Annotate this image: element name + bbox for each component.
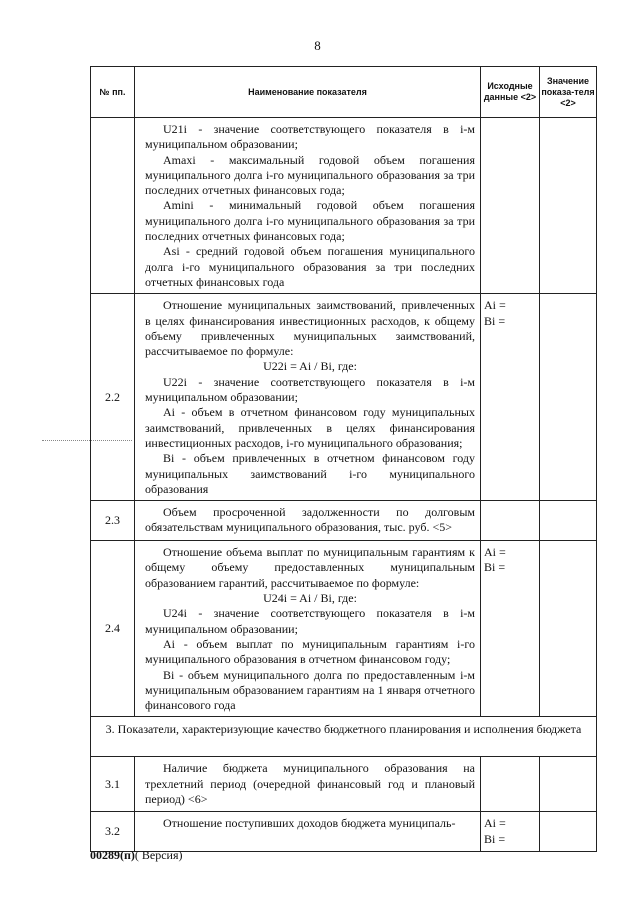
definition-line: Bi - объем привлеченных в отчетном финансовом году муниципальных заимствований i-го муниципального образования bbox=[145, 451, 475, 496]
table-row-2-2 bbox=[91, 294, 597, 501]
value-cell bbox=[540, 541, 597, 717]
value-cell bbox=[540, 294, 597, 501]
intro-text: Отношение муниципальных заимствований, привлеченных в целях финансирования инвестиционных расходов, к общему объему привлеченных муниципальных заимствований, рассчитываемое по формуле: bbox=[145, 298, 475, 359]
definition-line: U22i - значение соответствующего показателя в i-м муниципальном образовании; bbox=[145, 374, 475, 405]
definition-line: Asi - средний годовой объем погашения муниципального долга i-го муниципального образования за три последних отчетных финансовых года bbox=[145, 244, 475, 289]
row-num: 2.2 bbox=[91, 294, 135, 501]
source-cell bbox=[481, 501, 540, 541]
table-row-continuation bbox=[91, 118, 597, 294]
source-a: Ai = bbox=[484, 816, 506, 831]
definition-line: Amini - минимальный годовой объем погашения муниципального долга i-го муниципального образования за три последних отчетных финансовых года; bbox=[145, 198, 475, 244]
row-num: 3.2 bbox=[91, 812, 135, 852]
indicators-table bbox=[90, 66, 597, 852]
table-row-3-2 bbox=[91, 812, 597, 852]
row-desc-cont bbox=[135, 118, 481, 294]
table-row-3-1 bbox=[91, 757, 597, 812]
header-num: № пп. bbox=[91, 67, 135, 118]
table-row-2-3 bbox=[91, 501, 597, 541]
source-b: Bi = bbox=[484, 560, 506, 575]
row-text: Объем просроченной задолженности по долговым обязательствам муниципального образования, тыс. руб. <5> bbox=[145, 505, 475, 535]
definition-line: U24i - значение соответствующего показателя в i-м муниципальном образовании; bbox=[145, 606, 475, 636]
document-footer bbox=[90, 848, 183, 863]
source-a: Ai = bbox=[484, 298, 506, 313]
definition-line: Ai - объем выплат по муниципальным гарантиям i-го муниципального образования в отчетном финансовом году; bbox=[145, 636, 475, 667]
row-num: 2.3 bbox=[91, 501, 135, 541]
row-desc bbox=[135, 541, 481, 717]
row-num: 3.1 bbox=[91, 757, 135, 812]
value-cell bbox=[540, 757, 597, 812]
source-cell bbox=[481, 812, 540, 852]
source-cell bbox=[481, 294, 540, 501]
source-cell bbox=[481, 541, 540, 717]
value-cell bbox=[540, 812, 597, 852]
source-b: Bi = bbox=[484, 313, 506, 328]
table-row-section-3 bbox=[91, 717, 597, 757]
row-desc bbox=[135, 757, 481, 812]
header-source: Исходные данные <2> bbox=[481, 67, 540, 118]
source-a: Ai = bbox=[484, 545, 506, 560]
document-code: 00289(п) bbox=[90, 848, 135, 862]
definition-line: Amaxi - максимальный годовой объем погашения муниципального долга i-го муниципального образования за три последних отчетных финансовых года; bbox=[145, 152, 475, 198]
row-desc bbox=[135, 294, 481, 501]
source-cell bbox=[481, 118, 540, 294]
definition-line: Ai - объем в отчетном финансовом году муниципальных заимствований, привлеченных в целях финансирования инвестиционных расходов, i-го муниципального образования; bbox=[145, 405, 475, 450]
value-cell bbox=[540, 118, 597, 294]
row-text: Наличие бюджета муниципального образования на трехлетний период (очередной финансовый год и плановый период) <6> bbox=[145, 761, 475, 806]
header-name: Наименование показателя bbox=[135, 67, 481, 118]
source-cell bbox=[481, 757, 540, 812]
value-cell bbox=[540, 501, 597, 541]
page-number: 8 bbox=[314, 38, 321, 53]
row-desc bbox=[135, 501, 481, 541]
table-row-2-4 bbox=[91, 541, 597, 717]
definition-line: Bi - объем муниципального долга по предоставленным i-м муниципальным образованием гарантиям на 1 января отчетного финансового года bbox=[145, 667, 475, 713]
formula: U22i = Ai / Bi, где: bbox=[263, 359, 357, 374]
definition-line: U21i - значение соответствующего показателя в i-м муниципальном образовании; bbox=[145, 122, 475, 152]
section-title: 3. Показатели, характеризующие качество бюджетного планирования и исполнения бюджета bbox=[91, 717, 597, 757]
row-desc bbox=[135, 812, 481, 852]
row-num: 2.4 bbox=[91, 541, 135, 717]
document-version: ( Версия) bbox=[134, 848, 183, 862]
source-b: Bi = bbox=[484, 831, 506, 846]
row-text: Отношение поступивших доходов бюджета муниципаль- bbox=[163, 816, 456, 831]
intro-text: Отношение объема выплат по муниципальным гарантиям к общему объему предоставленных муниципальным образованием гарантий, рассчитываемое по формуле: bbox=[145, 545, 475, 590]
row-num-cont bbox=[91, 118, 135, 294]
header-value: Значение показа-теля <2> bbox=[540, 67, 597, 118]
formula: U24i = Ai / Bi, где: bbox=[263, 591, 357, 606]
